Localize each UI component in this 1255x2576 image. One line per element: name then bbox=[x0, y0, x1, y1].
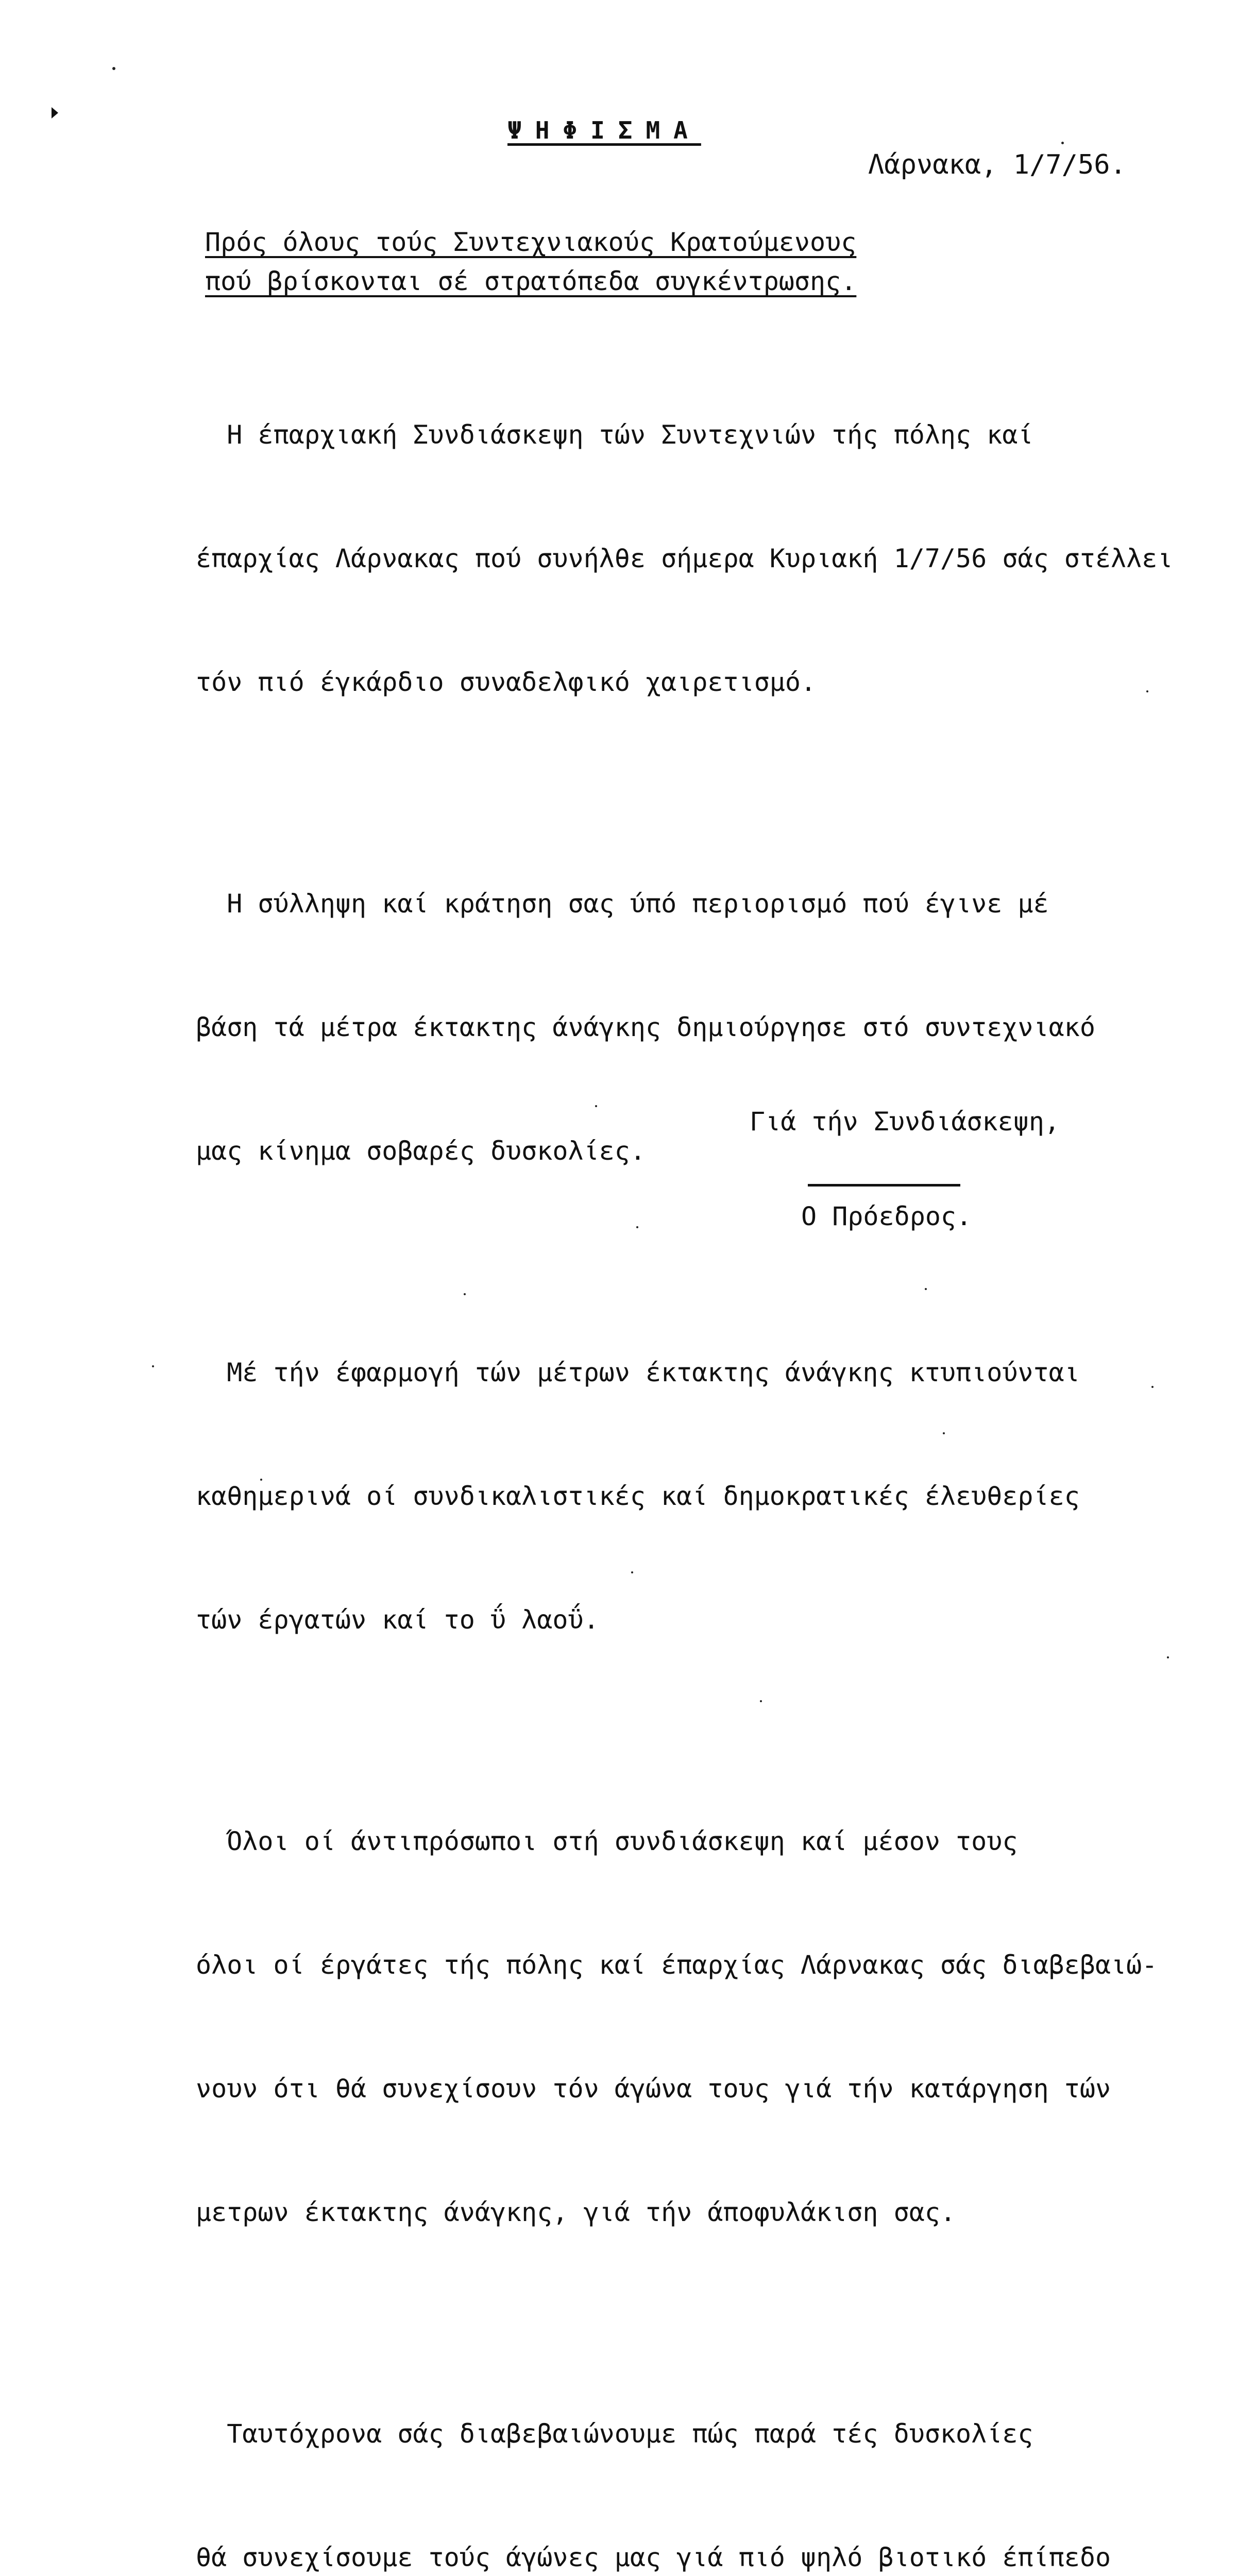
scan-speck bbox=[152, 1365, 154, 1367]
signature-for-label: Γιά τήν Συνδιάσκεψη, bbox=[750, 1107, 1060, 1137]
margin-mark bbox=[52, 107, 58, 118]
signature-role: Ο Πρόεδρος. bbox=[801, 1201, 972, 1231]
address-block bbox=[205, 223, 856, 301]
scan-speck bbox=[112, 67, 115, 70]
paragraph bbox=[196, 2331, 1200, 2576]
document-date: Λάρνακα, 1/7/56. bbox=[868, 149, 1126, 180]
text-line: Η έπαρχιακή Συνδιάσκεψη τών Συντεχνιών τής πόλης καί bbox=[196, 420, 1033, 450]
text-line: βάση τά μέτρα έκτακτης άνάγκης δημιούργησε στό συντεχνιακό bbox=[196, 1012, 1095, 1042]
document-title: ΨΗΦΙΣΜΑ bbox=[507, 116, 701, 144]
address-line: πού βρίσκονται σέ στρατόπεδα συγκέντρωσης. bbox=[205, 266, 857, 296]
text-line: Όλοι οί άντιπρόσωποι στή συνδιάσκεψη καί μέσον τους bbox=[196, 1826, 1018, 1856]
text-line: Η σύλληψη καί κράτηση σας ύπό περιορισμό πού έγινε μέ bbox=[196, 889, 1049, 919]
paragraph bbox=[196, 801, 1200, 1254]
text-line: τών έργατών καί το ΰ λαοΰ. bbox=[196, 1605, 599, 1635]
paragraph bbox=[196, 1738, 1200, 2315]
text-line: Ταυτόχρονα σάς διαβεβαιώνουμε πώς παρά τές δυσκολίες bbox=[196, 2419, 1033, 2449]
signature-line bbox=[808, 1184, 960, 1187]
text-line: μας κίνημα σοβαρές δυσκολίες. bbox=[196, 1136, 646, 1166]
paragraph bbox=[196, 332, 1200, 785]
scan-speck bbox=[1061, 142, 1064, 144]
text-line: θά συνεχίσουμε τούς άγώνες μας γιά πιό ψηλό βιοτικό έπίπεδο bbox=[196, 2543, 1111, 2572]
text-line: Μέ τήν έφαρμογή τών μέτρων έκτακτης άνάγκης κτυπιούνται bbox=[196, 1358, 1080, 1387]
body-text bbox=[196, 332, 1200, 2576]
text-line: όλοι οί έργάτες τής πόλης καί έπαρχίας Λάρνακας σάς διαβεβαιώ- bbox=[196, 1950, 1158, 1980]
text-line: νουν ότι θά συνεχίσουν τόν άγώνα τους γιά τήν κατάργηση τών bbox=[196, 2074, 1111, 2104]
text-line: έπαρχίας Λάρνακας πού συνήλθε σήμερα Κυριακή 1/7/56 σάς στέλλει bbox=[196, 544, 1173, 573]
address-line: Πρός όλους τούς Συντεχνιακούς Κρατούμενους bbox=[205, 227, 857, 257]
text-line: τόν πιό έγκάρδιο συναδελφικό χαιρετισμό. bbox=[196, 667, 817, 697]
text-line: καθημερινά οί συνδικαλιστικές καί δημοκρατικές έλευθερίες bbox=[196, 1481, 1080, 1511]
paragraph bbox=[196, 1269, 1200, 1723]
text-line: μετρων έκτακτης άνάγκης, γιά τήν άποφυλάκιση σας. bbox=[196, 2197, 956, 2227]
